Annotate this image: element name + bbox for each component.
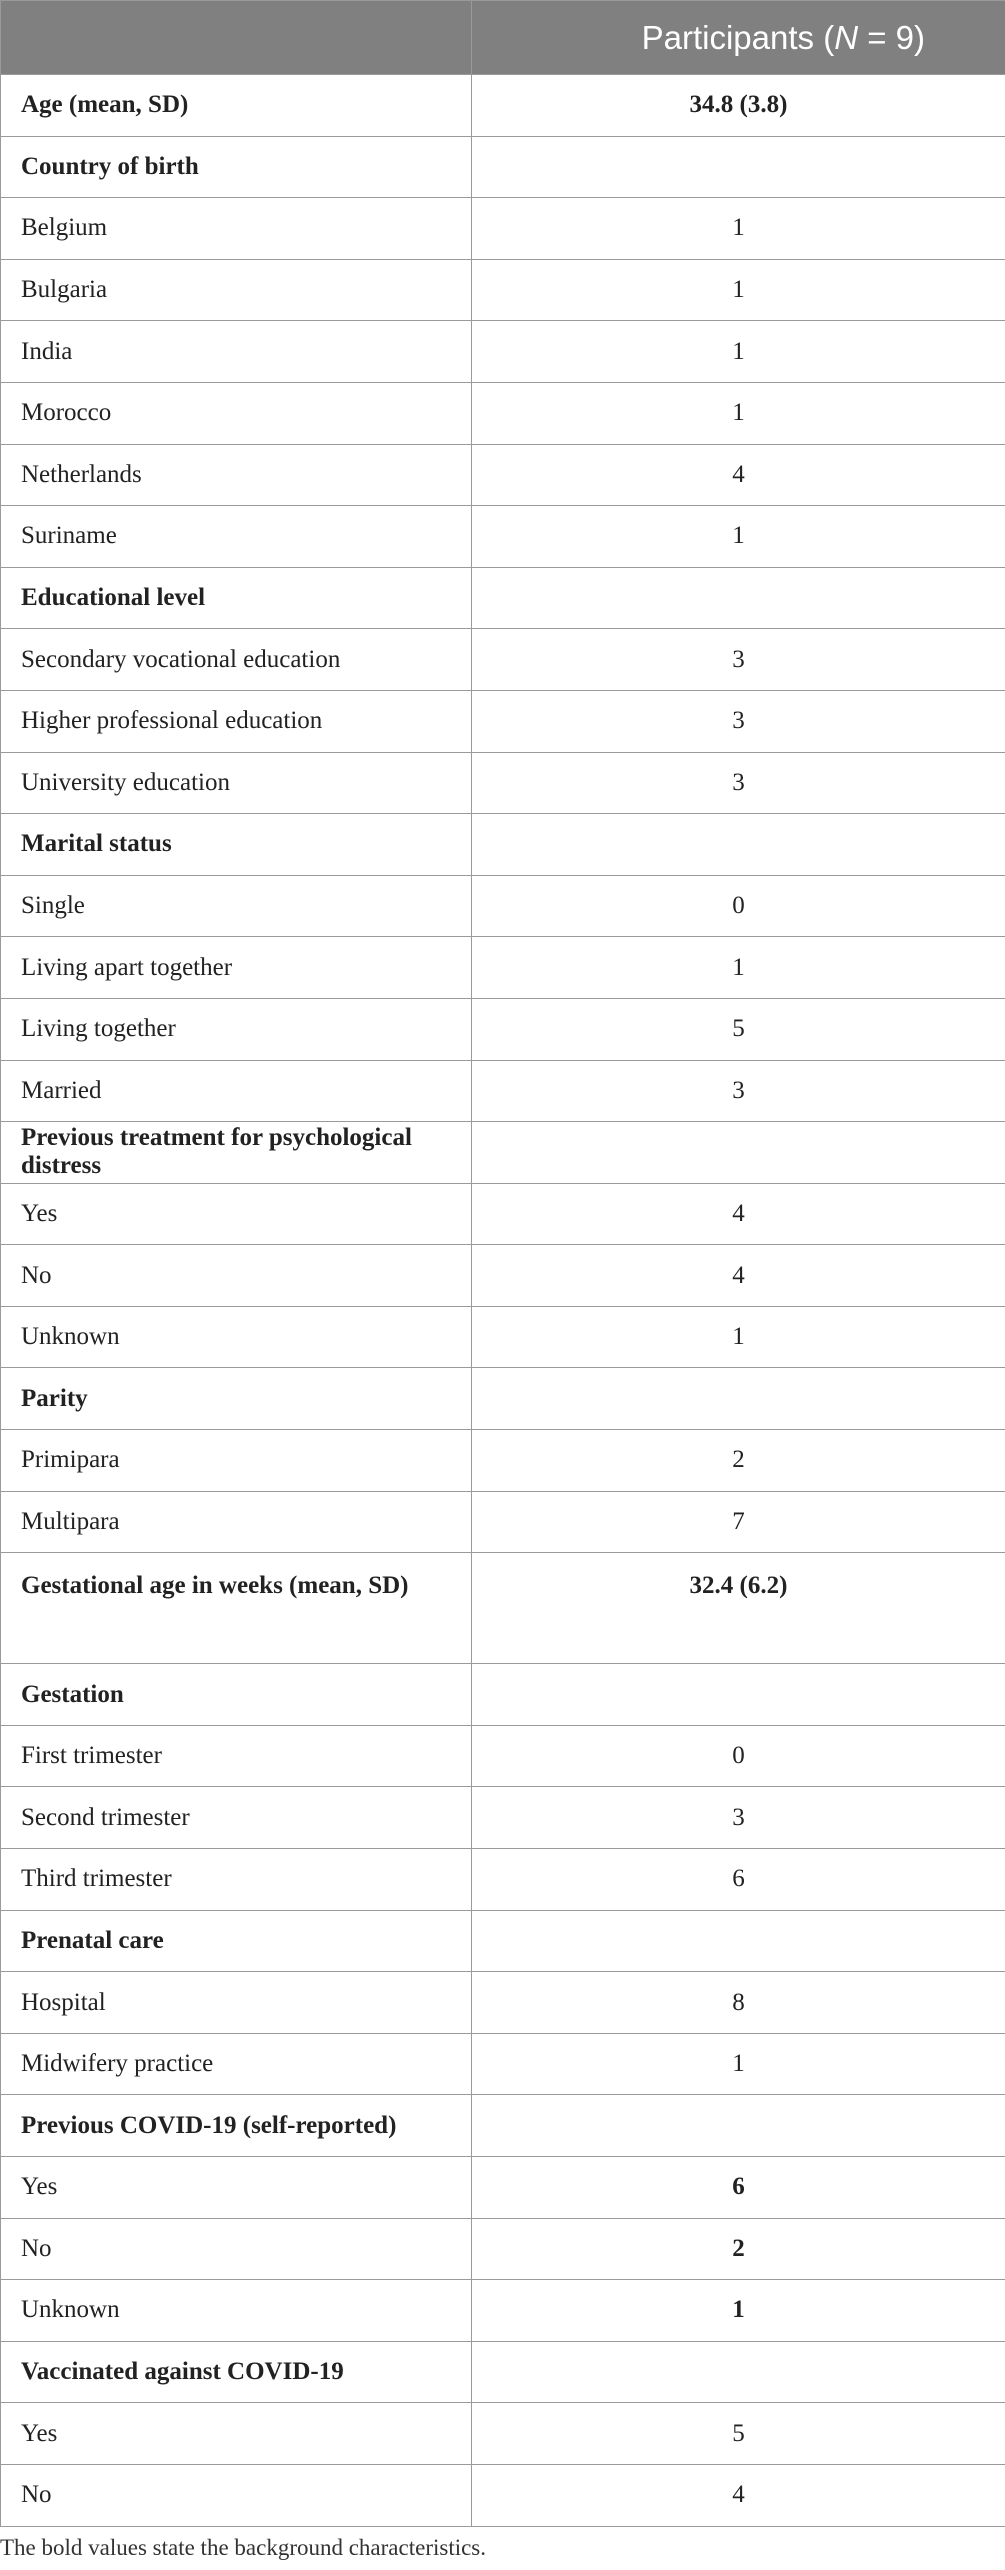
table-row xyxy=(1,998,1005,1060)
row-value: 32.4 (6.2) xyxy=(472,1553,1005,1664)
row-label: Living together xyxy=(1,998,472,1060)
row-value: 1 xyxy=(472,198,1005,260)
row-value xyxy=(472,2095,1005,2157)
table-row xyxy=(1,1972,1005,2034)
table-row xyxy=(1,1060,1005,1122)
row-label: No xyxy=(1,1245,472,1307)
row-value: 4 xyxy=(472,2464,1005,2526)
row-label: Parity xyxy=(1,1368,472,1430)
row-value: 0 xyxy=(472,875,1005,937)
row-value: 2 xyxy=(472,2218,1005,2280)
table-row xyxy=(1,1491,1005,1553)
row-label: Previous treatment for psychological distress xyxy=(1,1122,472,1184)
row-label: Prenatal care xyxy=(1,1910,472,1972)
row-label: First trimester xyxy=(1,1725,472,1787)
row-label: Primipara xyxy=(1,1430,472,1492)
row-value xyxy=(472,1910,1005,1972)
table-row xyxy=(1,2280,1005,2342)
row-label: Yes xyxy=(1,2157,472,2219)
table-row xyxy=(1,198,1005,260)
row-label: Unknown xyxy=(1,1306,472,1368)
row-value: 0 xyxy=(472,1725,1005,1787)
section-row xyxy=(1,1553,1005,1664)
row-label: Secondary vocational education xyxy=(1,629,472,691)
row-value xyxy=(472,567,1005,629)
row-label: Previous COVID-19 (self-reported) xyxy=(1,2095,472,2157)
row-label: Belgium xyxy=(1,198,472,260)
row-label: Educational level xyxy=(1,567,472,629)
row-label: Vaccinated against COVID-19 xyxy=(1,2341,472,2403)
table-row xyxy=(1,506,1005,568)
section-row xyxy=(1,1122,1005,1184)
row-value: 4 xyxy=(472,1183,1005,1245)
row-value: 2 xyxy=(472,1430,1005,1492)
row-value: 1 xyxy=(472,2280,1005,2342)
row-label: University education xyxy=(1,752,472,814)
row-value xyxy=(472,814,1005,876)
row-value: 1 xyxy=(472,1306,1005,1368)
table-body xyxy=(1,75,1005,2527)
row-label: Midwifery practice xyxy=(1,2033,472,2095)
table-row xyxy=(1,444,1005,506)
row-value xyxy=(472,1368,1005,1430)
table-row xyxy=(1,2218,1005,2280)
row-label: Single xyxy=(1,875,472,937)
row-value: 1 xyxy=(472,259,1005,321)
row-label: Married xyxy=(1,1060,472,1122)
row-label: Age (mean, SD) xyxy=(1,75,472,137)
table-header-row xyxy=(1,1,1005,75)
table-row xyxy=(1,875,1005,937)
row-label: Gestational age in weeks (mean, SD) xyxy=(1,1553,472,1664)
table-row xyxy=(1,752,1005,814)
table-footnote: The bold values state the background characteristics. xyxy=(0,2535,487,2560)
section-row xyxy=(1,2095,1005,2157)
row-value: 5 xyxy=(472,998,1005,1060)
row-value: 1 xyxy=(472,506,1005,568)
table-row xyxy=(1,937,1005,999)
row-label: Netherlands xyxy=(1,444,472,506)
table-row xyxy=(1,259,1005,321)
row-label: Morocco xyxy=(1,382,472,444)
row-value: 1 xyxy=(472,2033,1005,2095)
row-value: 8 xyxy=(472,1972,1005,2034)
row-label: Yes xyxy=(1,1183,472,1245)
row-value: 4 xyxy=(472,1245,1005,1307)
row-label: Yes xyxy=(1,2403,472,2465)
section-row xyxy=(1,814,1005,876)
row-value: 3 xyxy=(472,629,1005,691)
row-value: 1 xyxy=(472,382,1005,444)
table-row xyxy=(1,2157,1005,2219)
header-cell-label xyxy=(1,1,472,75)
table-row xyxy=(1,382,1005,444)
table-row xyxy=(1,2033,1005,2095)
row-value: 3 xyxy=(472,1060,1005,1122)
section-row xyxy=(1,2341,1005,2403)
row-value: 5 xyxy=(472,2403,1005,2465)
row-value: 1 xyxy=(472,937,1005,999)
row-value xyxy=(472,2341,1005,2403)
row-value: 1 xyxy=(472,321,1005,383)
row-label: Higher professional education xyxy=(1,690,472,752)
row-label: Suriname xyxy=(1,506,472,568)
row-label: India xyxy=(1,321,472,383)
row-label: Gestation xyxy=(1,1664,472,1726)
row-label: Second trimester xyxy=(1,1787,472,1849)
row-label: Third trimester xyxy=(1,1849,472,1911)
section-row xyxy=(1,1368,1005,1430)
table-row xyxy=(1,629,1005,691)
row-value: 6 xyxy=(472,1849,1005,1911)
row-label: Living apart together xyxy=(1,937,472,999)
table-row xyxy=(1,321,1005,383)
row-label: Country of birth xyxy=(1,136,472,198)
row-value: 6 xyxy=(472,2157,1005,2219)
row-value: 3 xyxy=(472,752,1005,814)
row-value: 3 xyxy=(472,1787,1005,1849)
row-label: Multipara xyxy=(1,1491,472,1553)
header-n: N xyxy=(834,18,859,56)
row-value: 3 xyxy=(472,690,1005,752)
table-row xyxy=(1,1183,1005,1245)
header-cell-participants xyxy=(472,1,1005,75)
row-value: 34.8 (3.8) xyxy=(472,75,1005,137)
row-label: Marital status xyxy=(1,814,472,876)
row-label: Hospital xyxy=(1,1972,472,2034)
section-row xyxy=(1,1664,1005,1726)
row-label: Bulgaria xyxy=(1,259,472,321)
header-suffix: = 9) xyxy=(858,18,925,56)
row-label: Unknown xyxy=(1,2280,472,2342)
table-row xyxy=(1,1849,1005,1911)
section-row xyxy=(1,136,1005,198)
row-value xyxy=(472,1122,1005,1184)
table-row xyxy=(1,690,1005,752)
table-row xyxy=(1,1245,1005,1307)
row-value: 7 xyxy=(472,1491,1005,1553)
row-value xyxy=(472,136,1005,198)
section-row xyxy=(1,1910,1005,1972)
table-row xyxy=(1,1430,1005,1492)
section-row xyxy=(1,75,1005,137)
table-row xyxy=(1,1725,1005,1787)
row-value xyxy=(472,1664,1005,1726)
header-prefix: Participants ( xyxy=(641,18,835,56)
row-label: No xyxy=(1,2218,472,2280)
table-row xyxy=(1,1787,1005,1849)
row-label: No xyxy=(1,2464,472,2526)
table-row xyxy=(1,1306,1005,1368)
table-row xyxy=(1,2464,1005,2526)
row-value: 4 xyxy=(472,444,1005,506)
table-row xyxy=(1,2403,1005,2465)
section-row xyxy=(1,567,1005,629)
